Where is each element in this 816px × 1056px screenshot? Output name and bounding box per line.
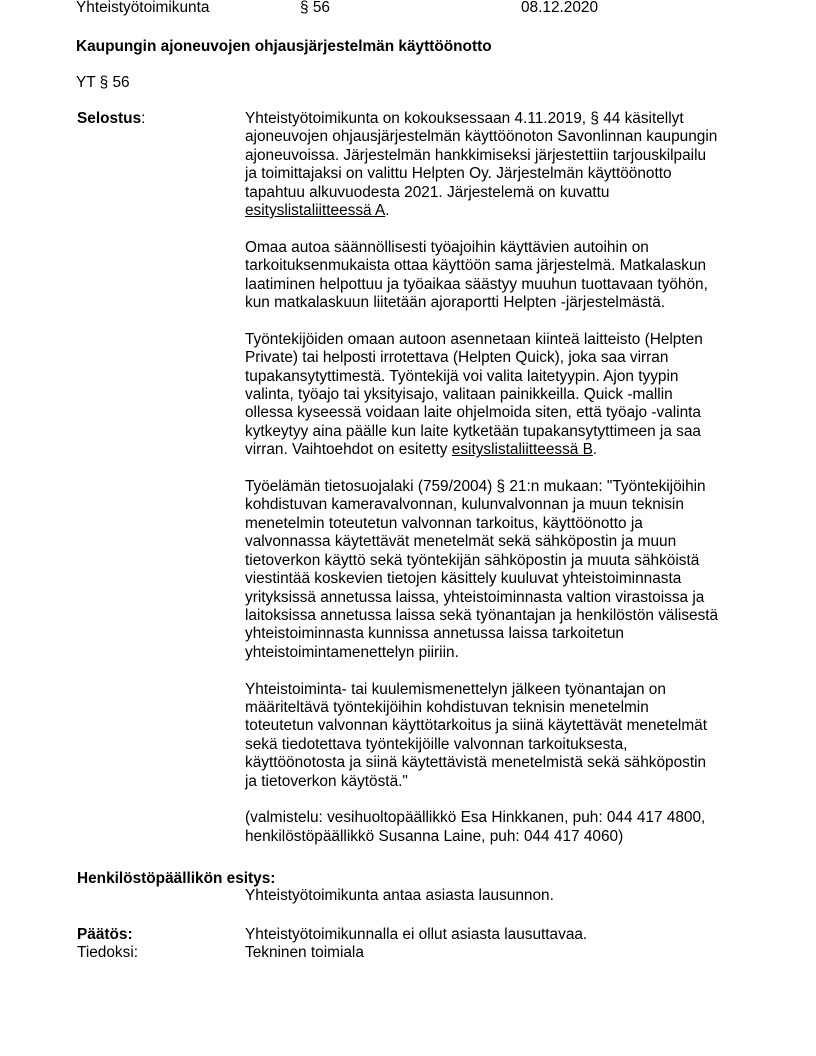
- selostus-body: [245, 110, 745, 846]
- paatos-label: Päätös:: [77, 926, 133, 943]
- esitys-text: Yhteistyötoimikunta antaa asiasta lausunnon.: [245, 887, 554, 904]
- paragraph-5: Yhteistoiminta- tai kuulemismenettelyn jälkeen työnantajan on määriteltävä työntekijöihin kohdistuvan teknisin menetelmin toteutetun valvonnan käyttötarkoitus ja siinä käytettävät menetelmät sekä tiedotettava työntekijöille valvonnan tarkoituksesta, käyttöönotosta ja siinä käytettävistä menetelmistä sekä sähköpostin ja tietoverkon käytöstä.": [245, 680, 707, 790]
- esitys-label: Henkilöstöpäällikön esitys:: [77, 870, 276, 887]
- header-section: § 56: [300, 0, 330, 16]
- attachment-a-link[interactable]: esityslistaliitteessä A: [245, 202, 386, 220]
- attachment-b-link[interactable]: esityslistaliitteessä B: [451, 441, 593, 459]
- tiedoksi-text: Tekninen toimiala: [245, 944, 364, 961]
- paatos-text: Yhteistyötoimikunnalla ei ollut asiasta lausuttavaa.: [245, 926, 588, 943]
- document-title: Kaupungin ajoneuvojen ohjausjärjestelmän käyttöönotto: [76, 38, 492, 55]
- page-header: [0, 0, 816, 18]
- paragraph-4: Työelämän tietosuojalaki (759/2004) § 21:n mukaan: "Työntekijöihin kohdistuvan kameravalvonnan, kulunvalvonnan ja muun teknisin menetelmin toteutetun valvonnan tarkoitus, käyttöönotto ja valvonnassa käytettävät menetelmät sekä sähköpostin ja muun tietoverkon käyttö sekä työntekijän sähköpostin ja muuta sähköistä viestintää koskevien tietojen käsittely kuuluvat yhteistoiminnasta yrityksissä annetussa laissa, yhteistoiminnasta valtion virastoissa ja laitoksissa annetussa laissa sekä työnantajan ja henkilöstön välisestä yhteistoiminnasta kunnissa annetussa laissa tarkoitetun yhteistoimintamenettelyn piiriin.: [245, 478, 719, 661]
- paragraph-2: Omaa autoa säännöllisesti työajoihin käyttävien autoihin on tarkoituksenmukaista ottaa käyttöön sama järjestelmä. Matkalaskun laatiminen helpottuu ja työaikaa säästyy muuhun tuottavaan työhön, kun matkalaskuun liitetään ajoraportti Helpten -järjestelmästä.: [245, 238, 708, 312]
- header-committee: Yhteistyötoimikunta: [76, 0, 210, 16]
- header-date: 08.12.2020: [521, 0, 599, 16]
- paragraph-3: Työntekijöiden omaan autoon asennetaan kiinteä laitteisto (Helpten Private) tai helposti irrotettava (Helpten Quick), joka saa virran tupakansytyttimestä. Työntekijä voi valita laitetyypin. Ajon tyypin valinta, työajo tai yksityisajo, valitaan painikkeilla. Quick -mallin ollessa kyseessä voidaan laite ohjelmoida siten, että työajo -valinta kytkeytyy aina päälle kun laite kytketään tupakansytyttimeen ja saa virran. Vaihtoehdot on esitetty esityslistaliitteessä B.: [245, 330, 703, 459]
- selostus-label: Selostus:: [77, 110, 146, 127]
- tiedoksi-label: Tiedoksi:: [77, 944, 139, 961]
- paragraph-1: Yhteistyötoimikunta on kokouksessaan 4.11.2019, § 44 käsitellyt ajoneuvojen ohjausjärjestelmän käyttöönoton Savonlinnan kaupungin ajoneuvoissa. Järjestelmän hankkimiseksi järjestettiin tarjouskilpailu ja toimittajaksi on valittu Helpten Oy. Järjestelmän käyttöönotto tapahtuu alkuvuodesta 2021. Järjestelemä on kuvattu esityslistaliitteessä A.: [245, 110, 718, 220]
- reference-line: YT § 56: [76, 74, 130, 91]
- preparer-note: (valmistelu: vesihuoltopäällikkö Esa Hinkkanen, puh: 044 417 4800, henkilöstöpäällikkö Susanna Laine, puh: 044 417 4060): [245, 809, 706, 845]
